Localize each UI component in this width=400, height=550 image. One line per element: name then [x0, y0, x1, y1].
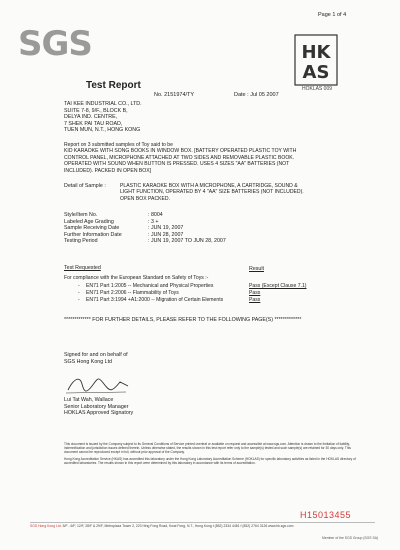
- result-list: [249, 283, 306, 303]
- test-name: EN71 Part 2:2006 -- Flammability of Toys: [86, 289, 179, 296]
- hokla-logo: [294, 34, 338, 86]
- test-list: [78, 283, 223, 303]
- address-line: 7 SHEK PAI TAU ROAD,: [64, 120, 123, 127]
- svg-text:HK: HK: [301, 42, 331, 63]
- address-line: TUEN MUN, N.T., HONG KONG: [64, 127, 141, 134]
- sample-line: LIGHT FUNCTION, OPERATED BY 4 "AA" SIZE BATTERIES (NOT INCLUDED).: [120, 189, 304, 196]
- signed-line: Signed for and on behalf of: [64, 352, 128, 358]
- submission-line: OPERATED WITH SOUND WHEN BUTTON IS PRESSED. USES 4 SIZES "AA" BATTERIES (NOT: [64, 161, 290, 168]
- signer-role: HOKLAS Approved Signatory: [64, 410, 134, 416]
- signer-details: [64, 397, 133, 417]
- company-address-text: 5/F - 6/F, 12/F, 28/F & 29/F, Metroplaza Tower 2, 223 Hing Fong Road, Kwai Fong, N.T., Hong Kong t (852) 2334 4481 f (852) 2764 3126 www.hk.sgs.com: [62, 524, 294, 528]
- sample-info-table: [64, 212, 226, 245]
- further-details-note: ************* FOR FURTHER DETAILS, PLEASE REFER TO THE FOLLOWING PAGE(S) *************: [64, 317, 302, 323]
- info-value: : JUN 19, 2007 TO JUN 28, 2007: [148, 238, 226, 244]
- submission-line: KID KARAOKE WITH SONG BOOKS IN WINDOW BOX. [BATTERY OPERATED PLASTIC TOY WITH: [64, 148, 297, 155]
- submission-line: CONTROL PANEL, MICROPHONE ATTACHED AT TWO SIDES AND REMOVABLE PLASTIC BOOK.: [64, 154, 295, 161]
- hokla-caption: HOKLAS 009: [301, 86, 333, 92]
- footer-paragraph: Hong Kong Accreditation Service (HKAS) has accredited this laboratory under the Hong Kong Laboratory Accreditation Scheme (HOKLAS) for specific laboratory activities as listed in the HOKLAS directory of accredited laboratories. The results shown in this report were determined by this laboratory in accordance with its terms of accreditation.: [64, 456, 356, 465]
- report-date: Date : Jul 05 2007: [234, 92, 279, 98]
- test-requested-heading: Test Requested: [64, 265, 101, 271]
- sample-description: [120, 183, 370, 202]
- handwritten-signature: [64, 372, 134, 398]
- test-result: Pass (Except Clause 7.1): [249, 283, 307, 289]
- sample-label: Detail of Sample :: [64, 183, 106, 189]
- result-heading: Result: [249, 266, 265, 272]
- address-line: SUITE 7-8, 9/F., BLOCK B,: [64, 107, 128, 114]
- info-label: Style/Item No.: [64, 212, 98, 218]
- info-value: : JUN 28, 2007: [148, 231, 184, 238]
- signer-name: Lui Tat Wah, Wallace: [64, 397, 114, 403]
- info-value: : 8004: [148, 212, 163, 218]
- info-value: : JUN 19, 2007: [148, 225, 184, 231]
- signed-line: SGS Hong Kong Ltd: [64, 358, 112, 365]
- submission-line: Report on 3 submitted samples of Toy said to be: [64, 142, 173, 148]
- legal-footer: [64, 442, 364, 465]
- compliance-statement: For compliance with the European Standard on Safety of Toys :-: [64, 275, 209, 281]
- test-dash: -: [78, 289, 80, 296]
- svg-text:AS: AS: [302, 62, 330, 83]
- test-item: [78, 283, 223, 290]
- info-value: : 3 +: [148, 218, 159, 225]
- info-label: Testing Period: [64, 238, 98, 244]
- submission-line: INCLUDED). PACKED IN OPEN BOX]: [64, 167, 152, 174]
- test-item: [78, 297, 223, 304]
- company-name: SGS Hong Kong Ltd.: [30, 524, 62, 528]
- address-line: DELYA IND. CENTRE,: [64, 114, 118, 121]
- footer-paragraph: This document is issued by the Company subject to its General Conditions of Service printed overleaf or available on request and accessible at www.sgs.com. Attention is drawn to the limitation of liability, indemnification and jurisdiction issues defined therein. Unless otherwise stated, the results shown in this test report refer only to the sample(s) tested and such sample(s) are retained for 30 days only. This document cannot be reproduced except in full, without prior approval of the Company.: [64, 442, 351, 455]
- test-name: EN71 Part 1:2005 -- Mechanical and Physical Properties: [86, 283, 214, 289]
- test-name: EN71 Part 3:1994 +A1:2000 -- Migration of Certain Elements: [86, 296, 224, 303]
- info-label: Labeled Age Grading: [64, 218, 114, 225]
- signed-on-behalf: [64, 352, 128, 365]
- test-item: [78, 290, 223, 297]
- submission-description: [64, 142, 296, 174]
- test-result: Pass: [249, 289, 261, 296]
- applicant-address: [64, 101, 142, 134]
- info-label: Sample Receiving Date: [64, 225, 120, 231]
- sample-line: OPEN BOX PACKED.: [120, 195, 171, 202]
- test-dash: -: [78, 283, 80, 289]
- address-line: TAI KEE INDUSTRIAL CO., LTD.: [64, 101, 142, 107]
- test-result: Pass: [249, 296, 261, 303]
- report-title: Test Report: [86, 80, 141, 91]
- report-number: No. 2151974/TY: [154, 92, 195, 98]
- sgs-logo: SGS: [18, 24, 92, 64]
- sample-line: PLASTIC KARAOKE BOX WITH A MICROPHONE, A CARTRIDGE, SOUND &: [120, 183, 298, 189]
- signer-title: Senior Laboratory Manager: [64, 403, 129, 410]
- info-label: Further Information Date: [64, 231, 122, 238]
- company-address: [30, 524, 293, 528]
- test-dash: -: [78, 296, 80, 303]
- serial-number: H15013455: [300, 510, 352, 520]
- page-number: Page 1 of 4: [318, 12, 347, 18]
- member-note: Member of the SGS Group (SGS SA): [322, 536, 379, 540]
- info-row: [64, 238, 226, 245]
- footer-divider: [30, 522, 375, 523]
